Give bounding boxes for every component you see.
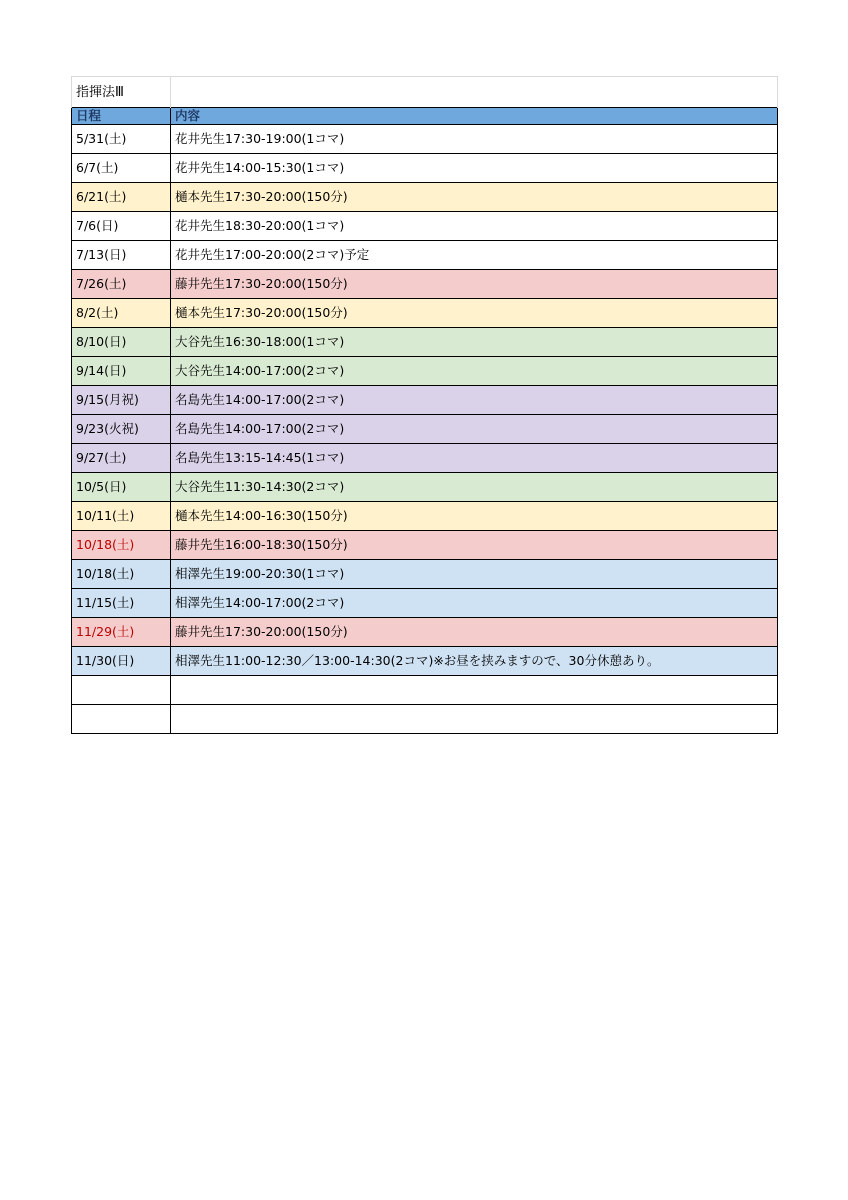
content-cell (171, 705, 778, 734)
content-cell: 藤井先生17:30-20:00(150分) (171, 270, 778, 299)
date-cell: 8/2(土) (72, 299, 171, 328)
date-cell: 8/10(日) (72, 328, 171, 357)
table-row (72, 299, 778, 328)
table-row (72, 560, 778, 589)
table-row (72, 357, 778, 386)
title-row (72, 77, 778, 108)
table-row (72, 415, 778, 444)
date-cell: 6/7(土) (72, 154, 171, 183)
date-cell: 5/31(土) (72, 125, 171, 154)
table-row (72, 125, 778, 154)
content-cell: 樋本先生17:30-20:00(150分) (171, 183, 778, 212)
schedule-sheet (71, 76, 777, 734)
date-cell: 6/21(土) (72, 183, 171, 212)
date-cell: 10/5(日) (72, 473, 171, 502)
table-row (72, 589, 778, 618)
content-cell: 大谷先生16:30-18:00(1コマ) (171, 328, 778, 357)
content-cell: 花井先生17:30-19:00(1コマ) (171, 125, 778, 154)
date-cell: 10/18(土) (72, 560, 171, 589)
table-row (72, 473, 778, 502)
table-row (72, 270, 778, 299)
content-cell: 花井先生17:00-20:00(2コマ)予定 (171, 241, 778, 270)
table-row (72, 154, 778, 183)
content-cell: 樋本先生17:30-20:00(150分) (171, 299, 778, 328)
date-cell: 11/29(土) (72, 618, 171, 647)
header-row (72, 108, 778, 125)
date-cell: 7/13(日) (72, 241, 171, 270)
table-row (72, 212, 778, 241)
content-cell: 名島先生14:00-17:00(2コマ) (171, 386, 778, 415)
date-cell: 9/15(月祝) (72, 386, 171, 415)
content-cell: 相澤先生11:00-12:30／13:00-14:30(2コマ)※お昼を挟みますので、30分休憩あり。 (171, 647, 778, 676)
content-cell: 花井先生14:00-15:30(1コマ) (171, 154, 778, 183)
content-cell (171, 676, 778, 705)
date-cell (72, 705, 171, 734)
content-cell: 藤井先生17:30-20:00(150分) (171, 618, 778, 647)
content-cell: 名島先生14:00-17:00(2コマ) (171, 415, 778, 444)
date-cell: 10/18(土) (72, 531, 171, 560)
title-empty-cell (171, 77, 778, 108)
date-cell: 7/26(土) (72, 270, 171, 299)
content-cell: 大谷先生14:00-17:00(2コマ) (171, 357, 778, 386)
table-row (72, 531, 778, 560)
content-cell: 樋本先生14:00-16:30(150分) (171, 502, 778, 531)
content-cell: 藤井先生16:00-18:30(150分) (171, 531, 778, 560)
table-row (72, 386, 778, 415)
content-cell: 名島先生13:15-14:45(1コマ) (171, 444, 778, 473)
table-row (72, 241, 778, 270)
table-row (72, 676, 778, 705)
date-cell: 9/14(日) (72, 357, 171, 386)
table-row (72, 444, 778, 473)
header-date: 日程 (72, 108, 171, 125)
table-row (72, 328, 778, 357)
content-cell: 花井先生18:30-20:00(1コマ) (171, 212, 778, 241)
date-cell: 9/23(火祝) (72, 415, 171, 444)
date-cell: 11/15(土) (72, 589, 171, 618)
date-cell: 7/6(日) (72, 212, 171, 241)
table-row (72, 183, 778, 212)
date-cell (72, 676, 171, 705)
schedule-table (71, 76, 778, 734)
table-row (72, 705, 778, 734)
header-content: 内容 (171, 108, 778, 125)
date-cell: 10/11(土) (72, 502, 171, 531)
table-row (72, 502, 778, 531)
table-row (72, 647, 778, 676)
content-cell: 相澤先生14:00-17:00(2コマ) (171, 589, 778, 618)
content-cell: 大谷先生11:30-14:30(2コマ) (171, 473, 778, 502)
date-cell: 11/30(日) (72, 647, 171, 676)
content-cell: 相澤先生19:00-20:30(1コマ) (171, 560, 778, 589)
table-row (72, 618, 778, 647)
sheet-title: 指揮法Ⅲ (72, 77, 171, 108)
date-cell: 9/27(土) (72, 444, 171, 473)
